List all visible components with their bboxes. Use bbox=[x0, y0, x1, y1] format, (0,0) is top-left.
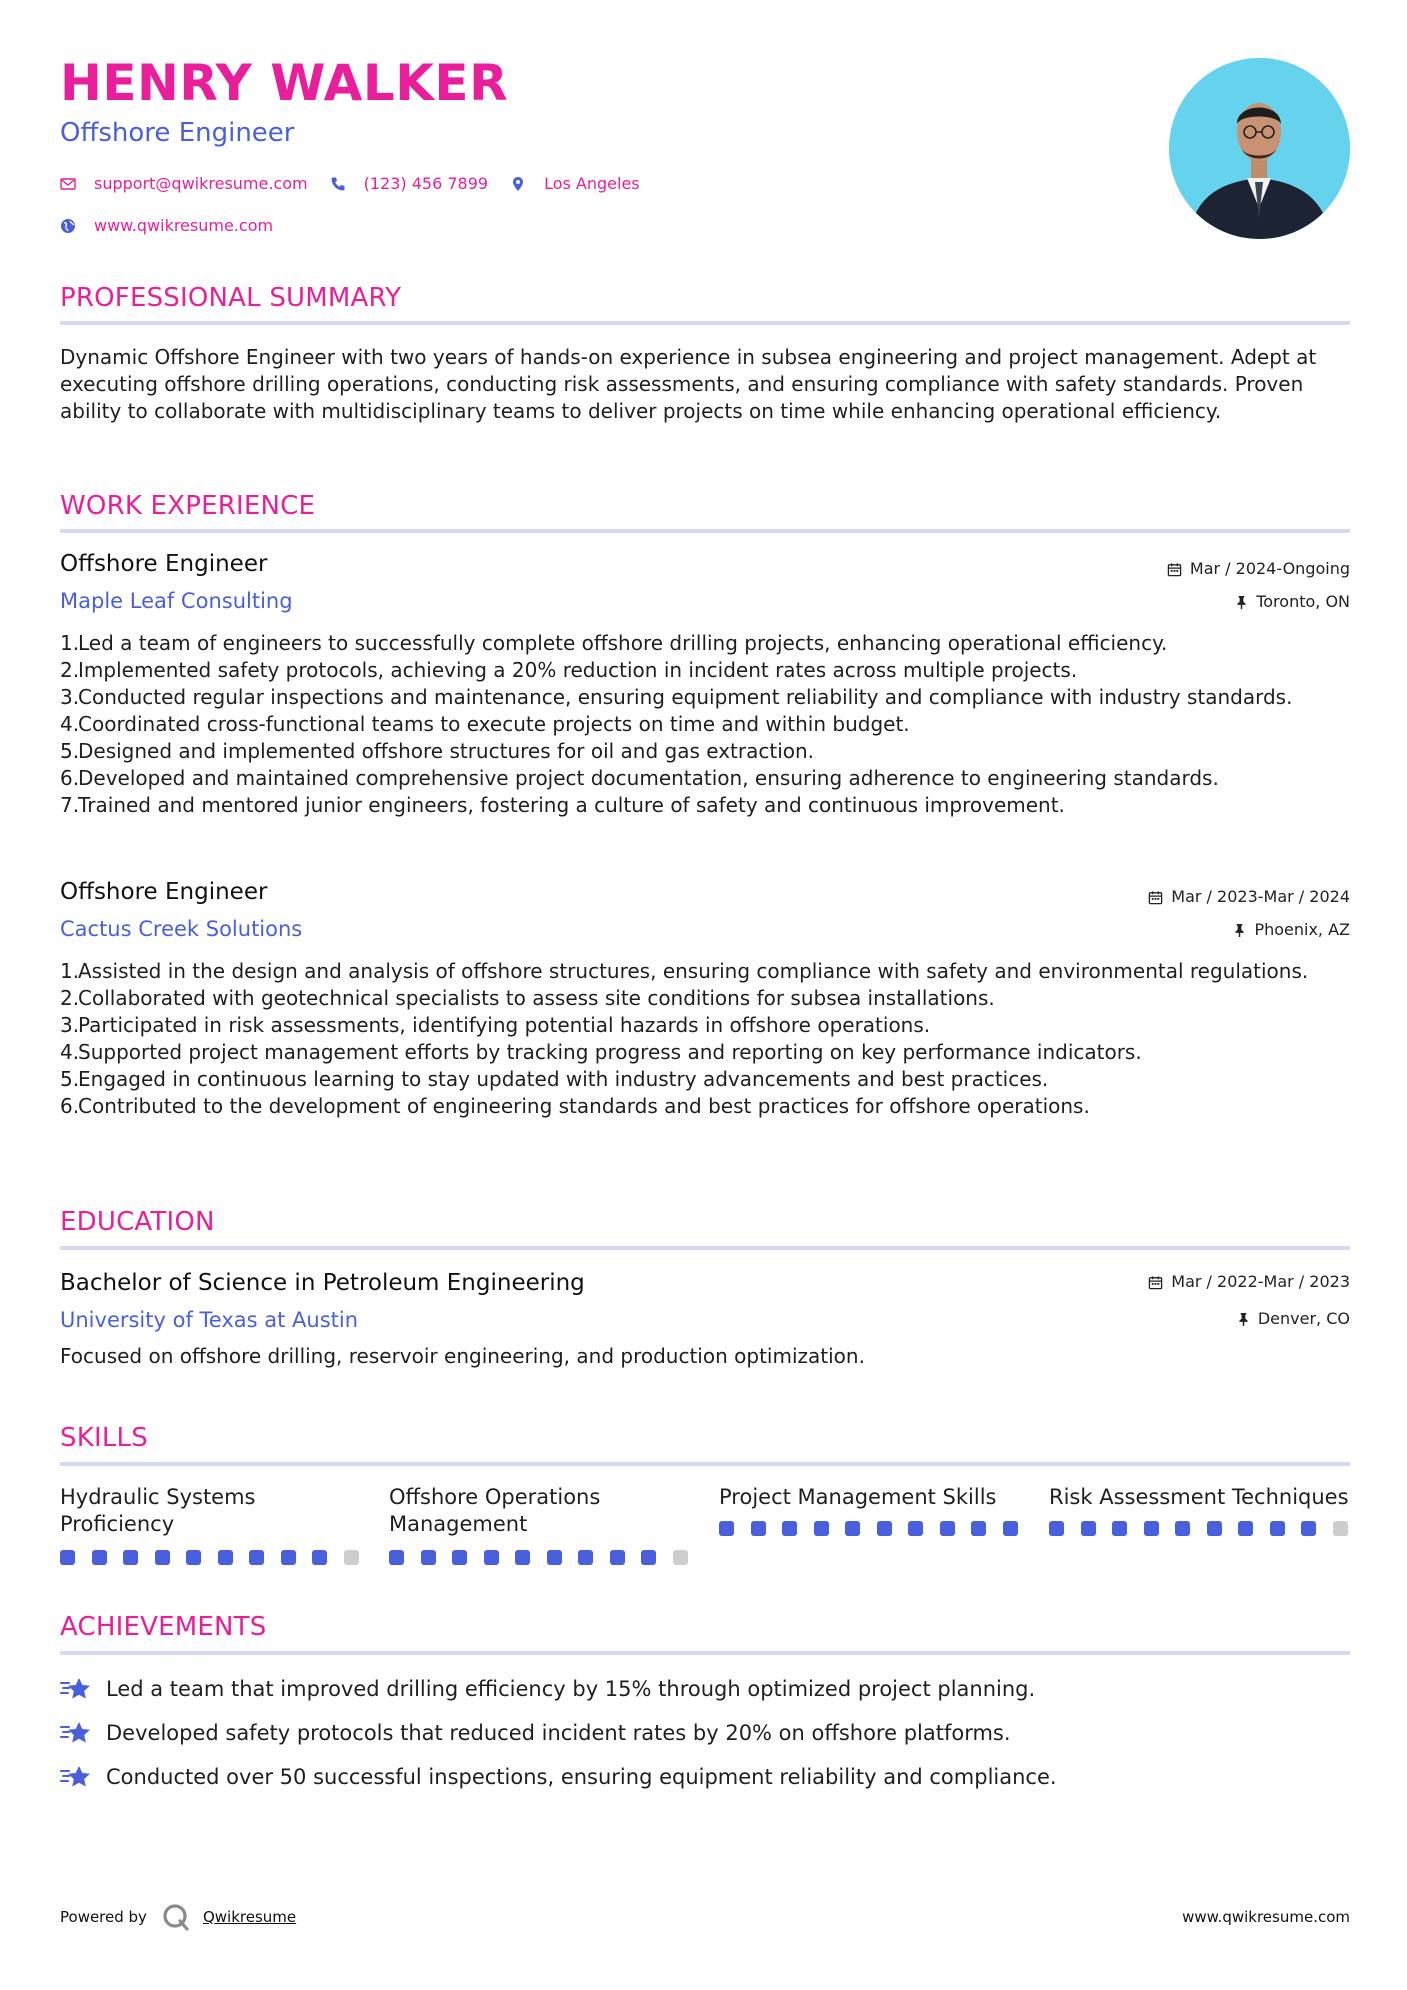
section-divider bbox=[60, 529, 1350, 533]
skill-dot-filled bbox=[249, 1550, 264, 1565]
contact-row-website bbox=[60, 216, 295, 235]
skill-dot-filled bbox=[421, 1550, 436, 1565]
education-description: Focused on offshore drilling, reservoir engineering, and production optimization. bbox=[60, 1344, 865, 1368]
skill-dot-filled bbox=[155, 1550, 170, 1565]
skill-item bbox=[719, 1484, 1019, 1538]
star-icon bbox=[60, 1720, 92, 1746]
list-item: 5. Designed and implemented offshore structures for oil and gas extraction. bbox=[60, 739, 815, 763]
profile-photo-illustration bbox=[1169, 58, 1350, 239]
skill-dot-filled bbox=[1175, 1521, 1190, 1536]
achievement-text: Conducted over 50 successful inspections, ensuring equipment reliability and compliance. bbox=[106, 1764, 1057, 1789]
contact-phone[interactable] bbox=[330, 174, 488, 193]
skill-dot-filled bbox=[60, 1550, 75, 1565]
skill-dot-filled bbox=[312, 1550, 327, 1565]
achievements-heading: ACHIEVEMENTS bbox=[60, 1612, 267, 1642]
contact-row bbox=[60, 174, 662, 193]
achievement-text: Developed safety protocols that reduced incident rates by 20% on offshore platforms. bbox=[106, 1720, 1011, 1745]
skill-item bbox=[1049, 1484, 1349, 1538]
list-item: 4. Coordinated cross-functional teams to execute projects on time and within budget. bbox=[60, 712, 910, 736]
list-item: 1. Led a team of engineers to successfully complete offshore drilling projects, enhancing operational efficiency. bbox=[60, 631, 1168, 655]
resume-page bbox=[60, 0, 1350, 1990]
globe-icon bbox=[60, 218, 76, 234]
pushpin-icon bbox=[1233, 923, 1246, 938]
summary-heading: PROFESSIONAL SUMMARY bbox=[60, 283, 402, 313]
skill-dot-filled bbox=[1112, 1521, 1127, 1536]
skill-rating bbox=[719, 1521, 1018, 1536]
skill-dot-filled bbox=[845, 1521, 860, 1536]
skill-item bbox=[60, 1484, 360, 1538]
skill-dot-filled bbox=[751, 1521, 766, 1536]
email-text: support@qwikresume.com bbox=[94, 174, 308, 193]
education-school: University of Texas at Austin bbox=[60, 1308, 359, 1332]
skill-dot-filled bbox=[719, 1521, 734, 1536]
list-item: 4. Supported project management efforts by tracking progress and reporting on key performance indicators. bbox=[60, 1040, 1142, 1064]
job-dates-text: Mar / 2023-Mar / 2024 bbox=[1171, 887, 1350, 906]
skill-dot-filled bbox=[389, 1550, 404, 1565]
star-icon bbox=[60, 1764, 92, 1790]
skill-dot-filled bbox=[610, 1550, 625, 1565]
location-text: Los Angeles bbox=[544, 174, 640, 193]
skill-dot-filled bbox=[186, 1550, 201, 1565]
skill-dot-filled bbox=[940, 1521, 955, 1536]
list-item: 5. Engaged in continuous learning to stay updated with industry advancements and best practices. bbox=[60, 1067, 1049, 1091]
footer-website[interactable]: www.qwikresume.com bbox=[1182, 1908, 1350, 1926]
job-dates bbox=[1167, 561, 1350, 577]
skill-dot-filled bbox=[452, 1550, 467, 1565]
calendar-icon bbox=[1148, 890, 1163, 905]
job-dates bbox=[1148, 889, 1350, 905]
candidate-name: HENRY WALKER bbox=[60, 54, 509, 112]
skill-dot-filled bbox=[877, 1521, 892, 1536]
skill-name: Offshore Operations Management bbox=[389, 1485, 601, 1536]
section-divider bbox=[60, 1462, 1350, 1466]
achievement-item bbox=[60, 1764, 1057, 1790]
list-item: 3. Conducted regular inspections and maintenance, ensuring equipment reliability and compliance with industry standards. bbox=[60, 685, 1293, 709]
pushpin-icon bbox=[1235, 595, 1248, 610]
contact-website[interactable] bbox=[60, 216, 273, 235]
skill-name: Hydraulic Systems Proficiency bbox=[60, 1485, 256, 1536]
skill-dot-filled bbox=[641, 1550, 656, 1565]
section-divider bbox=[60, 1651, 1350, 1655]
list-item: 3. Participated in risk assessments, identifying potential hazards in offshore operations. bbox=[60, 1013, 931, 1037]
education-location-text: Denver, CO bbox=[1257, 1309, 1350, 1328]
skill-name: Risk Assessment Techniques bbox=[1049, 1485, 1349, 1509]
skill-dot-filled bbox=[92, 1550, 107, 1565]
skill-rating bbox=[1049, 1521, 1348, 1536]
education-heading: EDUCATION bbox=[60, 1207, 215, 1237]
skill-dot-filled bbox=[1207, 1521, 1222, 1536]
skill-dot-filled bbox=[218, 1550, 233, 1565]
map-pin-icon bbox=[510, 176, 526, 192]
powered-by-label: Powered by bbox=[60, 1908, 147, 1926]
skill-dot-filled bbox=[1081, 1521, 1096, 1536]
skill-dot-filled bbox=[908, 1521, 923, 1536]
skill-dot-empty bbox=[1333, 1521, 1348, 1536]
list-item: 6. Contributed to the development of engineering standards and best practices for offshore operations. bbox=[60, 1094, 1090, 1118]
brand-link[interactable]: Qwikresume bbox=[202, 1908, 297, 1926]
job-title: Offshore Engineer bbox=[60, 551, 268, 577]
skill-dot-filled bbox=[1144, 1521, 1159, 1536]
calendar-icon bbox=[1148, 1275, 1163, 1290]
section-divider bbox=[60, 1246, 1350, 1250]
skill-dot-filled bbox=[814, 1521, 829, 1536]
summary-text: Dynamic Offshore Engineer with two years of hands-on experience in subsea engineering and project management. Adept at executing offshore drilling operations, conducting risk assessments, and ensuring compliance with safety standards. Proven ability to collaborate with multidisciplinary teams to deliver projects on time while enhancing operational efficiency. bbox=[60, 345, 1317, 423]
job-location-text: Toronto, ON bbox=[1256, 592, 1350, 611]
job-location bbox=[1235, 594, 1350, 610]
candidate-role: Offshore Engineer bbox=[60, 118, 295, 148]
skill-dot-filled bbox=[578, 1550, 593, 1565]
skill-dot-filled bbox=[281, 1550, 296, 1565]
education-degree: Bachelor of Science in Petroleum Engineering bbox=[60, 1270, 585, 1296]
skill-dot-filled bbox=[1003, 1521, 1018, 1536]
skill-rating bbox=[389, 1550, 688, 1565]
achievement-text: Led a team that improved drilling efficiency by 15% through optimized project planning. bbox=[106, 1676, 1036, 1701]
job-bullets bbox=[60, 958, 1310, 1120]
skill-dot-filled bbox=[547, 1550, 562, 1565]
job-dates-text: Mar / 2024-Ongoing bbox=[1189, 559, 1350, 578]
skill-dot-empty bbox=[344, 1550, 359, 1565]
star-icon bbox=[60, 1676, 92, 1702]
skill-name: Project Management Skills bbox=[719, 1485, 997, 1509]
list-item: 6. Developed and maintained comprehensive project documentation, ensuring adherence to engineering standards. bbox=[60, 766, 1219, 790]
experience-heading: WORK EXPERIENCE bbox=[60, 491, 316, 521]
skill-dot-filled bbox=[971, 1521, 986, 1536]
calendar-icon bbox=[1167, 562, 1182, 577]
education-dates-text: Mar / 2022-Mar / 2023 bbox=[1171, 1272, 1350, 1291]
pushpin-icon bbox=[1237, 1312, 1250, 1327]
skill-dot-filled bbox=[782, 1521, 797, 1536]
envelope-icon bbox=[60, 176, 76, 192]
profile-photo bbox=[1169, 58, 1350, 239]
job-location bbox=[1233, 922, 1350, 938]
skill-dot-filled bbox=[123, 1550, 138, 1565]
skill-dot-filled bbox=[1301, 1521, 1316, 1536]
skill-dot-filled bbox=[515, 1550, 530, 1565]
phone-icon bbox=[330, 176, 346, 192]
job-location-text: Phoenix, AZ bbox=[1254, 920, 1350, 939]
contact-location bbox=[510, 174, 640, 193]
skill-dot-filled bbox=[1049, 1521, 1064, 1536]
section-divider bbox=[60, 321, 1350, 325]
job-title: Offshore Engineer bbox=[60, 879, 268, 905]
phone-text: (123) 456 7899 bbox=[363, 174, 489, 193]
list-item: 2. Implemented safety protocols, achieving a 20% reduction in incident rates across multiple projects. bbox=[60, 658, 1078, 682]
skill-dot-empty bbox=[673, 1550, 688, 1565]
list-item: 1. Assisted in the design and analysis of offshore structures, ensuring compliance with safety and environmental regulations. bbox=[60, 959, 1309, 983]
list-item: 2. Collaborated with geotechnical specialists to assess site conditions for subsea installations. bbox=[60, 986, 995, 1010]
achievement-item bbox=[60, 1720, 1011, 1746]
skill-rating bbox=[60, 1550, 359, 1565]
skill-dot-filled bbox=[484, 1550, 499, 1565]
job-company: Cactus Creek Solutions bbox=[60, 917, 303, 941]
contact-email[interactable] bbox=[60, 174, 308, 193]
education-dates bbox=[1148, 1274, 1350, 1290]
education-location bbox=[1237, 1311, 1350, 1327]
skill-dot-filled bbox=[1238, 1521, 1253, 1536]
skills-heading: SKILLS bbox=[60, 1423, 148, 1453]
job-company: Maple Leaf Consulting bbox=[60, 589, 293, 613]
list-item: 7. Trained and mentored junior engineers, fostering a culture of safety and continuous improvement. bbox=[60, 793, 1065, 817]
footer-powered-by bbox=[60, 1902, 296, 1932]
job-bullets bbox=[60, 630, 1310, 819]
skill-dot-filled bbox=[1270, 1521, 1285, 1536]
website-text: www.qwikresume.com bbox=[94, 216, 274, 235]
qwikresume-logo-icon bbox=[161, 1902, 191, 1932]
skill-item bbox=[389, 1484, 689, 1538]
achievement-item bbox=[60, 1676, 1035, 1702]
